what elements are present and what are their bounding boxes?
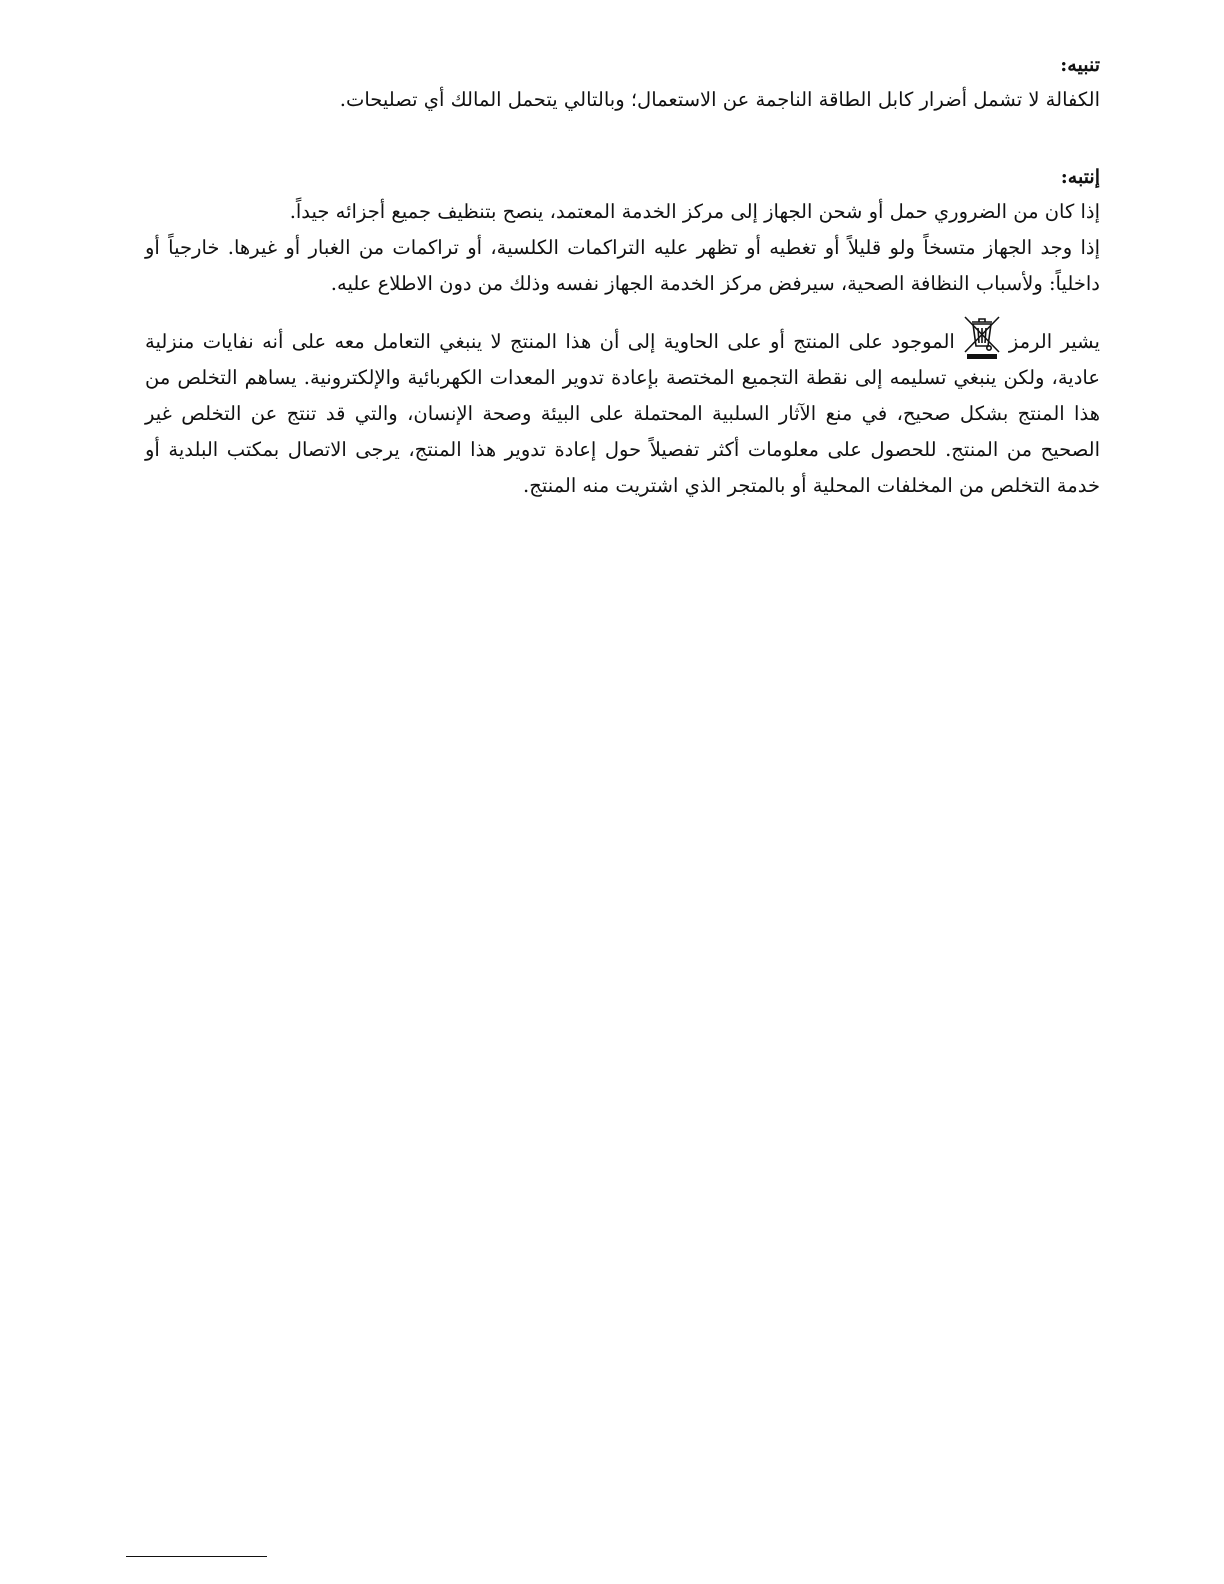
document-body bbox=[145, 48, 1100, 504]
weee-paragraph bbox=[145, 314, 1100, 504]
weee-text-after-icon: الموجود على المنتج أو على الحاوية إلى أن هذا المنتج لا ينبغي التعامل معه على أنه نفايات منزلية عادية، ولكن ينبغي تسليمه إلى نقطة التجميع المختصة بإعادة تدوير المعدات الكهربائية والإلكترونية. يساهم التخلص من هذا المنتج بشكل صحيح، في منع الآثار السلبية المحتملة على البيئة وصحة الإنسان، والتي قد تنتج عن التخلص غير الصحيح من المنتج. للحصول على معلومات أكثر تفصيلاً حول إعادة تدوير هذا المنتج، يرجى الاتصال بمكتب البلدية أو خدمة التخلص من المخلفات المحلية أو بالمتجر الذي اشتريت منه المنتج. bbox=[145, 330, 1100, 497]
weee-text-before-icon: يشير الرمز bbox=[1008, 330, 1100, 353]
footnote-separator-line bbox=[126, 1556, 267, 1557]
attention-heading: إنتبه: bbox=[1060, 166, 1100, 188]
caution-heading: تنبيه: bbox=[1060, 54, 1100, 76]
caution-text: الكفالة لا تشمل أضرار كابل الطاقة الناجمة عن الاستعمال؛ وبالتالي يتحمل المالك أي تصليحات. bbox=[339, 88, 1100, 111]
attention-section bbox=[145, 160, 1100, 302]
attention-line-2: إذا وجد الجهاز متسخاً ولو قليلاً أو تغطيه أو تظهر عليه التراكمات الكلسية، أو تراكمات من الغبار أو غيرها. خارجياً أو داخلياً: ولأسباب النظافة الصحية، سيرفض مركز الخدمة الجهاز نفسه وذلك من دون الاطلاع عليه. bbox=[145, 236, 1100, 295]
attention-line-1: إذا كان من الضروري حمل أو شحن الجهاز إلى مركز الخدمة المعتمد، ينصح بتنظيف جميع أجزائه جيداً. bbox=[289, 200, 1100, 223]
caution-section bbox=[145, 48, 1100, 118]
crossed-out-wheelie-bin-icon bbox=[959, 314, 1005, 360]
